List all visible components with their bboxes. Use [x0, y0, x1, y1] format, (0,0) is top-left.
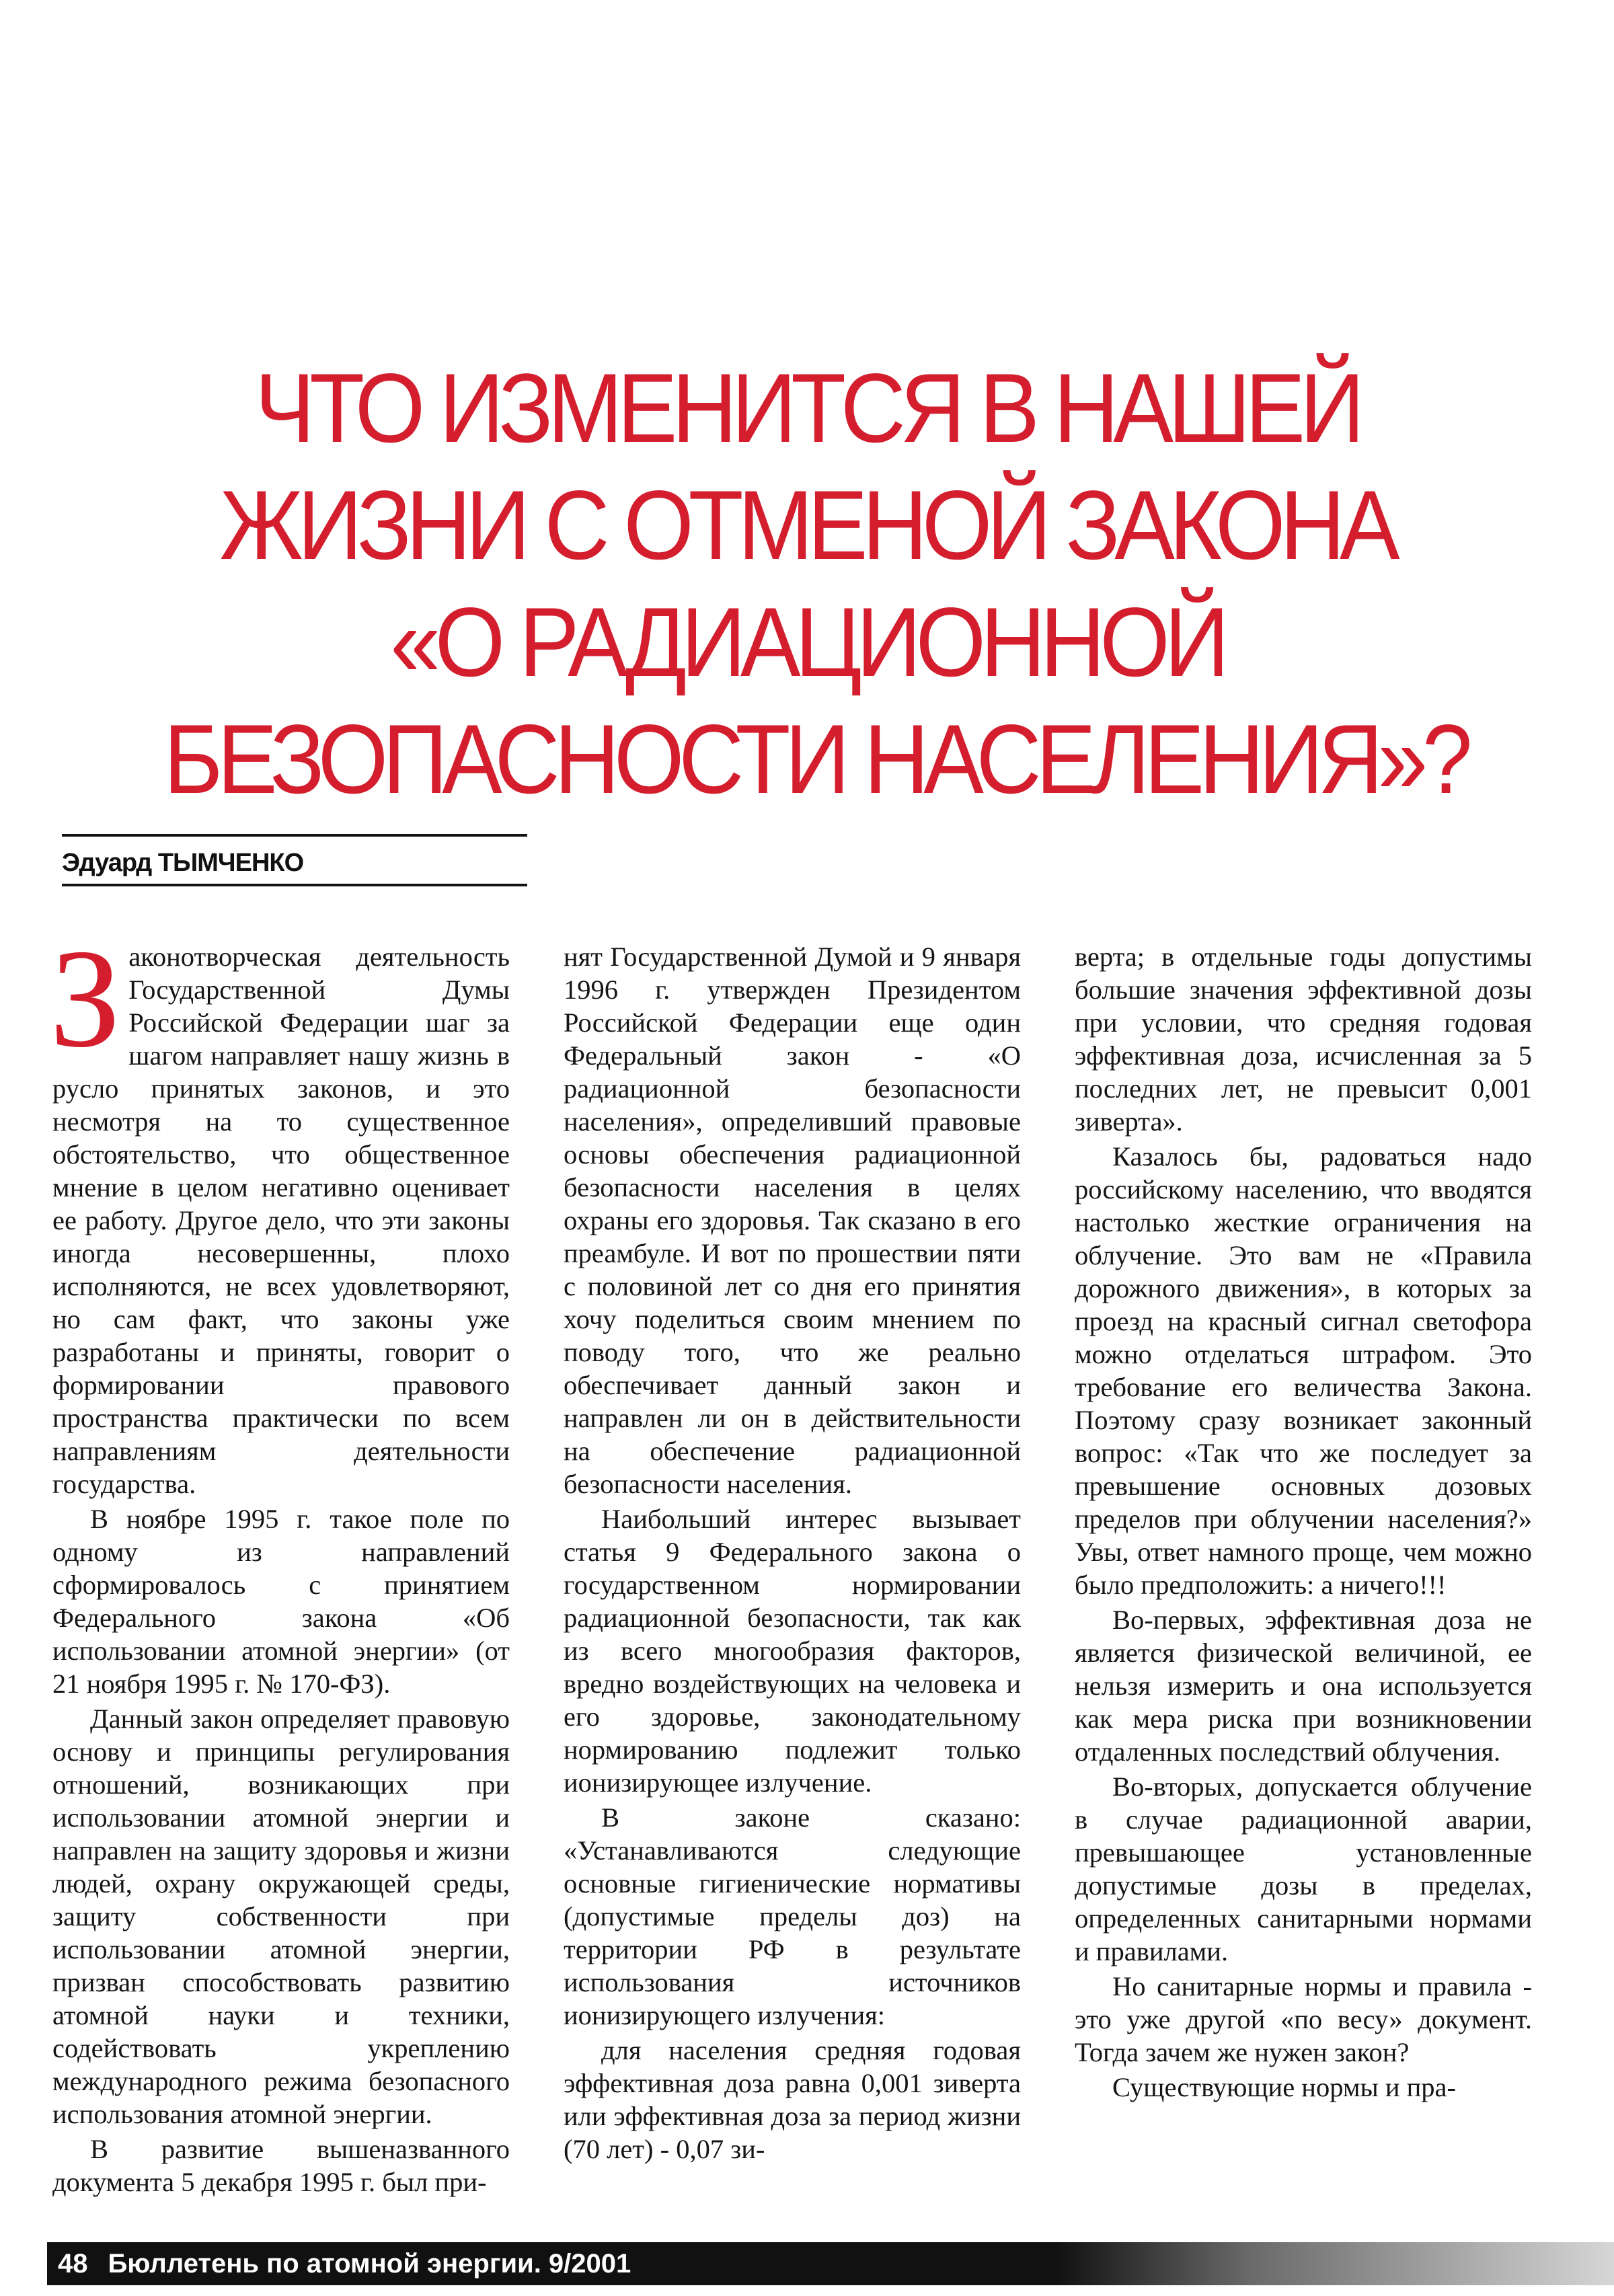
page-number: 48: [58, 2249, 88, 2279]
article-paragraph: нят Государственной Думой и 9 января 1996 г. утвержден Президентом Российской Федерации еще один Федеральный закон - «О радиационной безопасности населения», определивший правовые основы обеспечения радиационной безопасности населения в целях охраны его здоровья. Так сказано в его преамбуле. И вот по прошествии пяти с половиной лет со дня его принятия хочу поделиться своим мнением по поводу того, что же реально обеспечивает данный закон и направлен ли он в действительности на обеспечение радиационной безопасности населения.: [564, 942, 1021, 1499]
article-title-line-2: ЖИЗНИ С ОТМЕНОЙ ЗАКОНА: [219, 470, 1395, 580]
article-paragraph: верта; в отдельные годы допустимы большие значения эффективной дозы при условии, что средняя годовая эффективная доза, исчисленная за 5 последних лет, не превысит 0,001 зиверта».: [1075, 942, 1532, 1137]
article-paragraph: Во-первых, эффективная доза не является физической величиной, ее нельзя измерить и она используется как мера риска при возникновении отдаленных последствий облучения.: [1075, 1605, 1532, 1767]
article-paragraph: Существующие нормы и пра-: [1112, 2072, 1457, 2102]
drop-cap: З: [50, 921, 121, 1077]
article-title: [163, 350, 1467, 818]
article-title-line-4: БЕЗОПАСНОСТИ НАСЕЛЕНИЯ»?: [163, 704, 1467, 814]
page-footer: [0, 2237, 1614, 2296]
footer-bar: [47, 2242, 1056, 2285]
article-title-line-3: «О РАДИАЦИОННОЙ: [390, 587, 1224, 697]
author-byline: Эдуард ТЫМЧЕНКО: [62, 834, 527, 886]
article-paragraph: Но санитарные нормы и правила - это уже другой «по весу» документ. Тогда зачем же нужен закон?: [1075, 1971, 1532, 2067]
article-paragraph: В ноябре 1995 г. такое поле по одному из направлений сформировалось с принятием Федерального закона «Об использовании атомной энергии» (от 21 ноября 1995 г. № 170-ФЗ).: [52, 1504, 510, 1699]
paragraph-text: аконотворческая деятельность Государственной Думы Российской Федерации шаг за шагом направляет нашу жизнь в русло принятых законов, и это несмотря на то существенное обстоятельство, что общественное мнение в целом негативно оценивает ее работу. Другое дело, что эти законы иногда несовершенны, плохо исполняются, не всех удовлетворяют, но сам факт, что законы уже разработаны и приняты, говорит о формировании правового пространства практически по всем направлениям деятельности государства.: [52, 942, 510, 1499]
article-paragraph: Казалось бы, радоваться надо российскому населению, что вводятся настолько жесткие ограничения на облучение. Это вам не «Правила дорожного движения», в которых за проезд на красный сигнал светофора можно отделаться штрафом. Это требование его величества Закона. Поэтому сразу возникает законный вопрос: «Так что же последует за превышение основных дозовых пределов при облучении населения?» Увы, ответ намного проще, чем можно было предположить: а ничего!!!: [1075, 1141, 1532, 1600]
article-paragraph: Наибольший интерес вызывает статья 9 Федерального закона о государственном нормировании радиационной безопасности, так как из всего многообразия факторов, вредно воздействующих на человека и его здоровье, законодательному нормированию подлежит только ионизирующее излучение.: [564, 1504, 1021, 1798]
article-column-2: [564, 940, 1021, 2168]
article-column-3: [1075, 940, 1532, 2106]
article-paragraph: В законе сказано: «Устанавливаются следующие основные гигиенические нормативы (допустимые пределы доз) на территории РФ в результате использования источников ионизирующего излучения:: [564, 1802, 1021, 2030]
article-paragraph: [50, 921, 510, 1500]
article-paragraph: Данный закон определяет правовую основу и принципы регулирования отношений, возникающих при использовании атомной энергии и направлен на защиту здоровья и жизни людей, охрану окружающей среды, защиту собственности при использовании атомной энергии, призван способствовать развитию атомной науки и техники, содействовать укреплению международного режима безопасного использования атомной энергии.: [52, 1704, 510, 2129]
article-paragraph: для населения средняя годовая эффективная доза равна 0,001 зиверта или эффективная доза за период жизни (70 лет) - 0,07 зи-: [564, 2035, 1021, 2164]
article-paragraph: Во-вторых, допускается облучение в случае радиационной аварии, превышающее установленные допустимые дозы в пределах, определенных санитарными нормами и правилами.: [1075, 1771, 1532, 1966]
publication-name: Бюллетень по атомной энергии. 9/2001: [108, 2249, 631, 2279]
article-column-1: [50, 921, 510, 2201]
article-paragraph: В развитие вышеназванного документа 5 декабря 1995 г. был при-: [52, 2134, 510, 2197]
footer-gradient-band: [1056, 2242, 1614, 2285]
article-title-line-1: ЧТО ИЗМЕНИТСЯ В НАШЕЙ: [254, 353, 1360, 463]
